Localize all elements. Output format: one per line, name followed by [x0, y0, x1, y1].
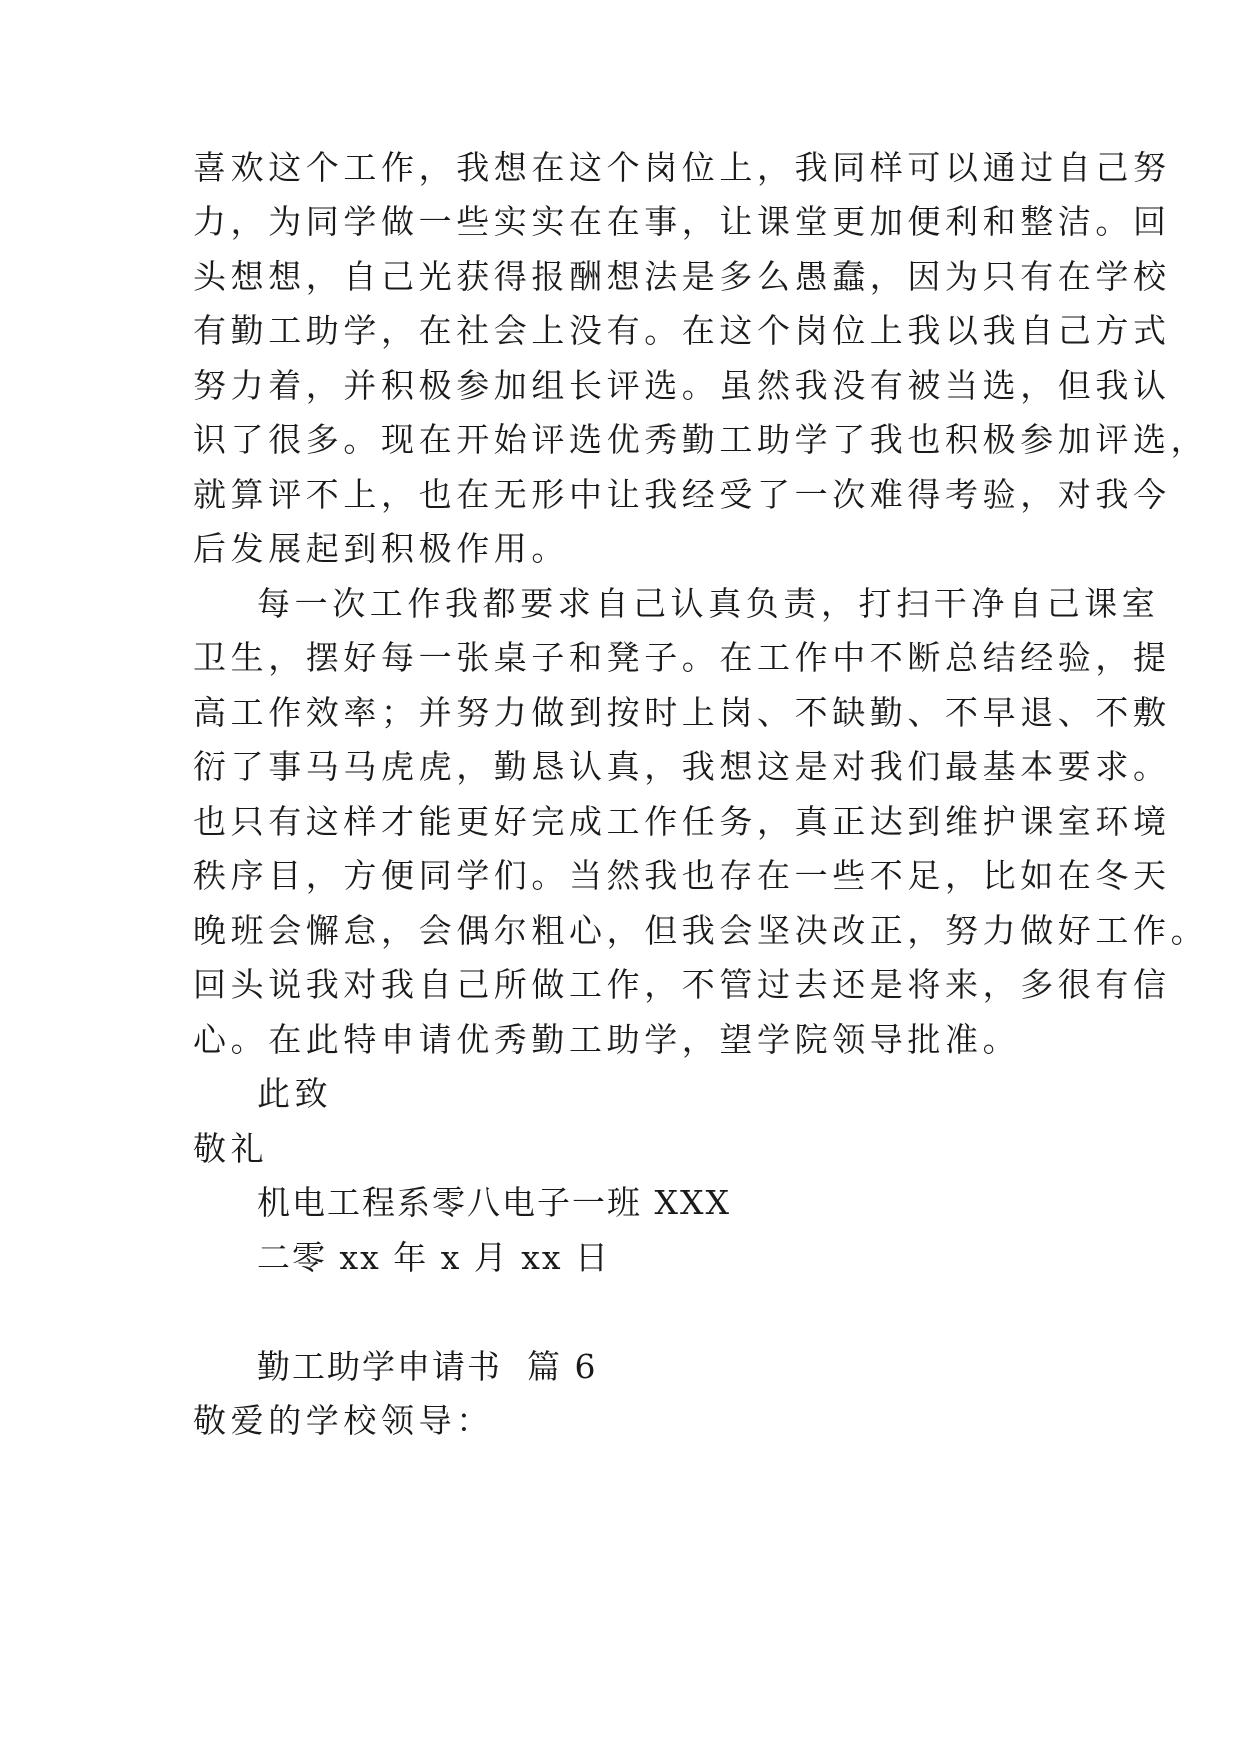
paragraph-1-line-6: 识了很多。现在开始评选优秀勤工助学了我也积极参加评选， — [193, 420, 1209, 459]
paragraph-2-line-8: 回头说我对我自己所做工作，不管过去还是将来，多很有信 — [193, 965, 1171, 1004]
paragraph-1-line-5: 努力着，并积极参加组长评选。虽然我没有被当选，但我认 — [193, 366, 1171, 405]
paragraph-2-line-5: 也只有这样才能更好完成工作任务，真正达到维护课室环境 — [193, 802, 1171, 841]
paragraph-2-line-2: 卫生，摆好每一张桌子和凳子。在工作中不断总结经验，提 — [193, 638, 1171, 677]
paragraph-1-line-1: 喜欢这个工作，我想在这个岗位上，我同样可以通过自己努 — [193, 148, 1171, 187]
paragraph-1-line-7: 就算评不上，也在无形中让我经受了一次难得考验，对我今 — [193, 475, 1171, 514]
paragraph-2-line-3: 高工作效率；并努力做到按时上岗、不缺勤、不早退、不敷 — [193, 693, 1171, 732]
paragraph-1-line-4: 有勤工助学，在社会上没有。在这个岗位上我以我自己方式 — [193, 311, 1171, 350]
paragraph-2-line-7: 晚班会懈怠，会偶尔粗心，但我会坚决改正，努力做好工作。 — [193, 911, 1209, 950]
signature-date: 二零 xx 年 x 月 xx 日 — [257, 1238, 610, 1277]
section-title: 勤工助学申请书 篇 6 — [257, 1347, 598, 1386]
paragraph-2-line-9: 心。在此特申请优秀勤工助学，望学院领导批准。 — [193, 1020, 1021, 1059]
closing-ci-zhi: 此致 — [257, 1074, 333, 1113]
paragraph-1-line-3: 头想想，自己光获得报酬想法是多么愚蠢，因为只有在学校 — [193, 257, 1171, 296]
paragraph-2-line-1: 每一次工作我都要求自己认真负责，打扫干净自己课室 — [257, 584, 1160, 623]
paragraph-1-line-2: 力，为同学做一些实实在在事，让课堂更加便利和整洁。回 — [193, 202, 1171, 241]
closing-jing-li: 敬礼 — [193, 1129, 269, 1168]
paragraph-2-line-6: 秩序目，方便同学们。当然我也存在一些不足，比如在冬天 — [193, 856, 1171, 895]
paragraph-1-line-8: 后发展起到积极作用。 — [193, 529, 569, 568]
paragraph-2-line-4: 衍了事马马虎虎，勤恳认真，我想这是对我们最基本要求。 — [193, 747, 1171, 786]
salutation: 敬爱的学校领导： — [193, 1401, 494, 1440]
signature: 机电工程系零八电子一班 XXX — [257, 1183, 731, 1222]
